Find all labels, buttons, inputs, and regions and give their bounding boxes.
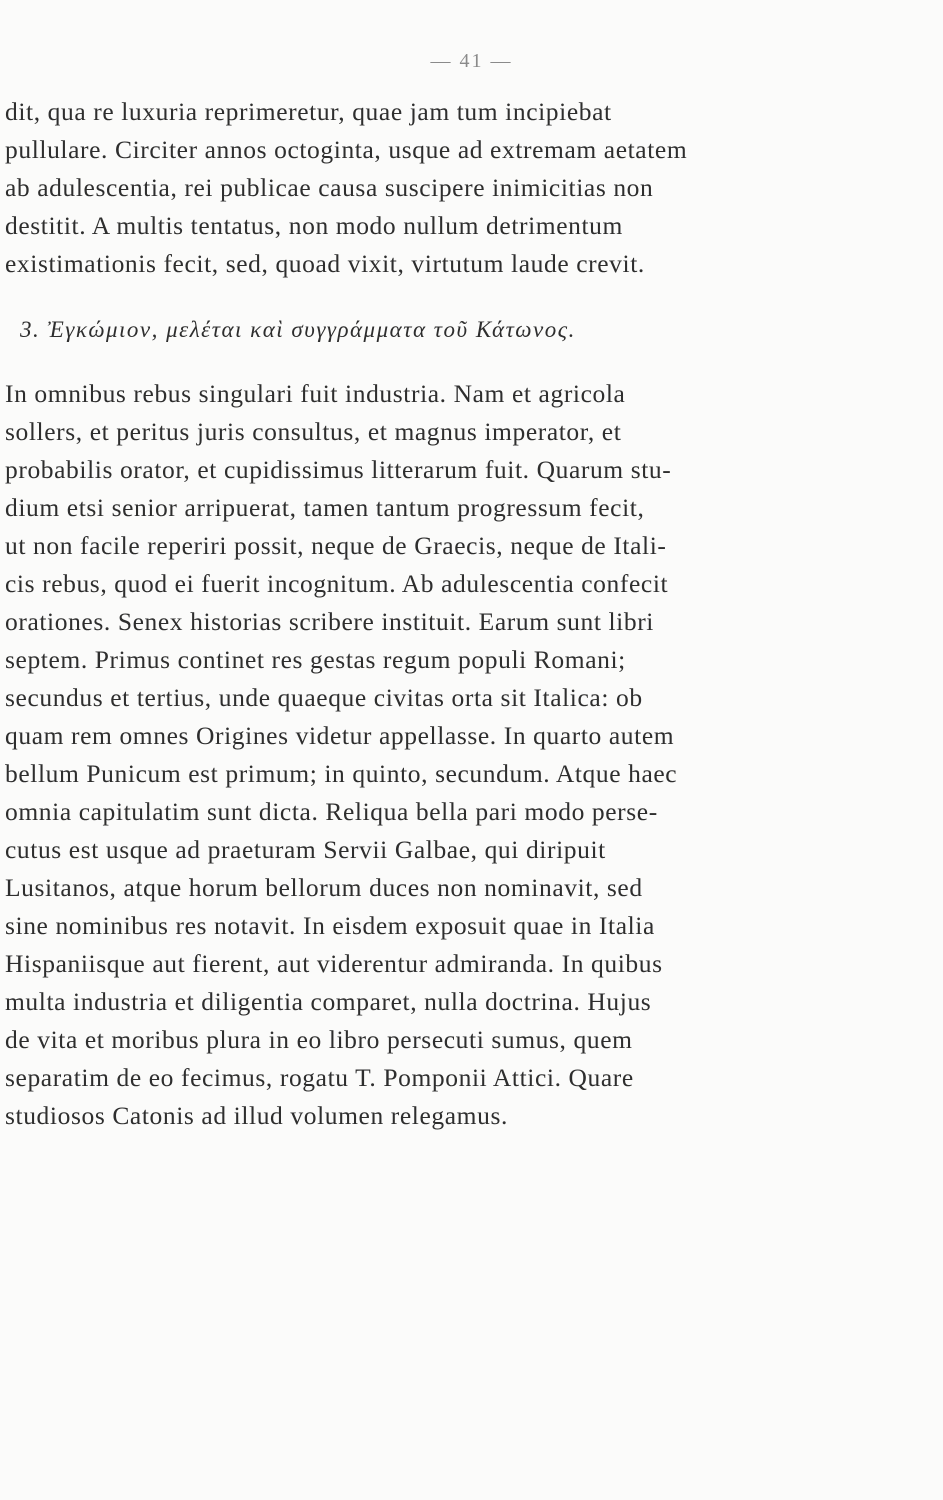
text-line: Hispaniisque aut fierent, aut viderentur admiranda. In quibus bbox=[5, 949, 663, 978]
text-line: separatim de eo fecimus, rogatu T. Pomponii Attici. Quare bbox=[5, 1063, 634, 1092]
paragraph-1 bbox=[5, 93, 825, 283]
text-line: sollers, et peritus juris consultus, et magnus imperator, et bbox=[5, 417, 622, 446]
text-line: cis rebus, quod ei fuerit incognitum. Ab adulescentia confecit bbox=[5, 569, 669, 598]
text-line: ab adulescentia, rei publicae causa suscipere inimicitias non bbox=[5, 173, 654, 202]
text-line: destitit. A multis tentatus, non modo nullum detrimentum bbox=[5, 211, 623, 240]
text-line: multa industria et diligentia comparet, nulla doctrina. Hujus bbox=[5, 987, 652, 1016]
text-line: omnia capitulatim sunt dicta. Reliqua bella pari modo perse- bbox=[5, 797, 658, 826]
text-line: de vita et moribus plura in eo libro persecuti sumus, quem bbox=[5, 1025, 633, 1054]
text-line: ut non facile reperiri possit, neque de Graecis, neque de Itali- bbox=[5, 531, 667, 560]
text-line: dit, qua re luxuria reprimeretur, quae jam tum incipiebat bbox=[5, 97, 612, 126]
text-line: bellum Punicum est primum; in quinto, secundum. Atque haec bbox=[5, 759, 678, 788]
text-line: Lusitanos, atque horum bellorum duces non nominavit, sed bbox=[5, 873, 643, 902]
text-line: sine nominibus res notavit. In eisdem exposuit quae in Italia bbox=[5, 911, 655, 940]
text-line: pullulare. Circiter annos octoginta, usque ad extremam aetatem bbox=[5, 135, 688, 164]
text-line: orationes. Senex historias scribere instituit. Earum sunt libri bbox=[5, 607, 654, 636]
page-number: — 41 — bbox=[430, 50, 513, 72]
text-line: septem. Primus continet res gestas regum populi Romani; bbox=[5, 645, 626, 674]
text-line: cutus est usque ad praeturam Servii Galbae, qui diripuit bbox=[5, 835, 606, 864]
paragraph-2 bbox=[5, 375, 825, 1135]
text-line: probabilis orator, et cupidissimus litterarum fuit. Quarum stu- bbox=[5, 455, 672, 484]
section-heading: 3. Ἐγκώμιον, μελέται καὶ συγγράμματα τοῦ Κάτωνος. bbox=[20, 317, 576, 342]
text-line: secundus et tertius, unde quaeque civitas orta sit Italica: ob bbox=[5, 683, 643, 712]
text-line: dium etsi senior arripuerat, tamen tantum progressum fecit, bbox=[5, 493, 645, 522]
text-line: studiosos Catonis ad illud volumen relegamus. bbox=[5, 1101, 508, 1130]
text-line: existimationis fecit, sed, quoad vixit, virtutum laude crevit. bbox=[5, 249, 645, 278]
text-line: quam rem omnes Origines videtur appellasse. In quarto autem bbox=[5, 721, 675, 750]
text-line: In omnibus rebus singulari fuit industria. Nam et agricola bbox=[5, 379, 626, 408]
